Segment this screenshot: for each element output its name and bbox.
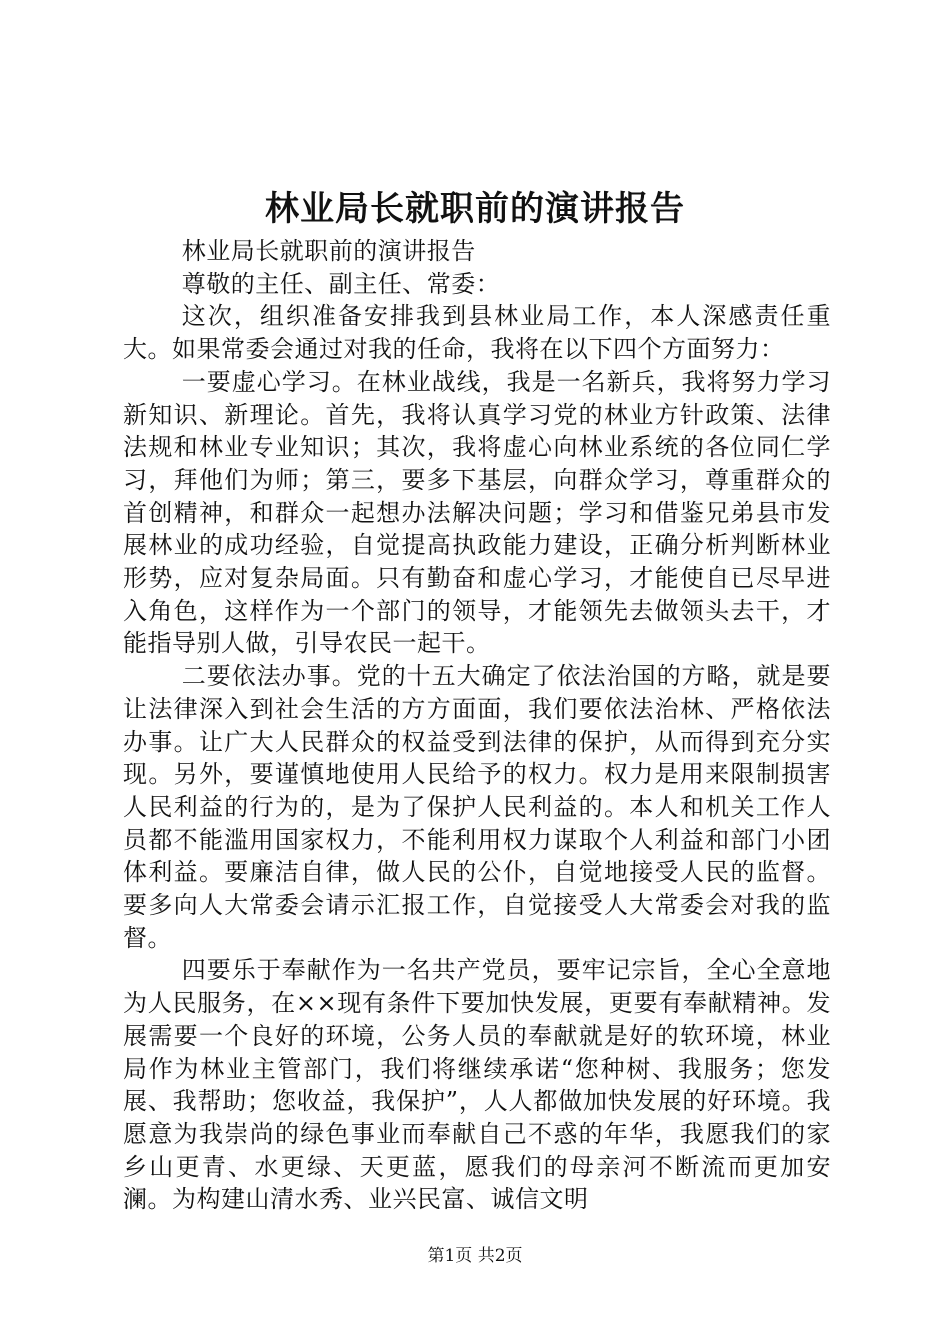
paragraph-point-four: 四要乐于奉献作为一名共产党员，要牢记宗旨，全心全意地为人民服务，在××现有条件下要加快发展，更要有奉献精神。发展需要一个良好的环境，公务人员的奉献就是好的软环境，林业局作为林业主管部门，我们将继续承诺“您种树、我服务；您发展、我帮助；您收益，我保护”，人人都做加快发展的好环境。我愿意为我崇尚的绿色事业而奉献自己不惑的年华，我愿我们的家乡山更青、水更绿、天更蓝，愿我们的母亲河不断流而更加安澜。为构建山清水秀、业兴民富、诚信文明 <box>123 956 831 1214</box>
paragraph-intro: 这次，组织准备安排我到县林业局工作，本人深感责任重大。如果常委会通过对我的任命，我将在以下四个方面努力： <box>123 302 831 364</box>
page-footer: 第1页 共2页 <box>427 1246 523 1266</box>
paragraph-point-one: 一要虚心学习。在林业战线，我是一名新兵，我将努力学习新知识、新理论。首先，我将认真学习党的林业方针政策、法律法规和林业专业知识；其次，我将虚心向林业系统的各位同仁学习，拜他们为师；第三，要多下基层，向群众学习，尊重群众的首创精神，和群众一起想办法解决问题；学习和借鉴兄弟县市发展林业的成功经验，自觉提高执政能力建设，正确分析判断林业形势，应对复杂局面。只有勤奋和虚心学习，才能使自已尽早进入角色，这样作为一个部门的领导，才能领先去做领头去干，才能指导别人做，引导农民一起干。 <box>123 367 831 658</box>
paragraph-salutation: 尊敬的主任、副主任、常委： <box>181 269 501 298</box>
document-body <box>123 235 831 1216</box>
paragraph-point-two: 二要依法办事。党的十五大确定了依法治国的方略，就是要让法律深入到社会生活的方方面面，我们要依法治林、严格依法办事。让广大人民群众的权益受到法律的保护，从而得到充分实现。另外，要谨慎地使用人民给予的权力。权力是用来限制损害人民利益的行为的，是为了保护人民利益的。本人和机关工作人员都不能滥用国家权力，不能利用权力谋取个人利益和部门小团体利益。要廉洁自律，做人民的公仆，自觉地接受人民的监督。要多向人大常委会请示汇报工作，自觉接受人大常委会对我的监督。 <box>123 662 831 952</box>
paragraph-subtitle: 林业局长就职前的演讲报告 <box>181 237 476 265</box>
document-title: 林业局长就职前的演讲报告 <box>265 189 685 229</box>
